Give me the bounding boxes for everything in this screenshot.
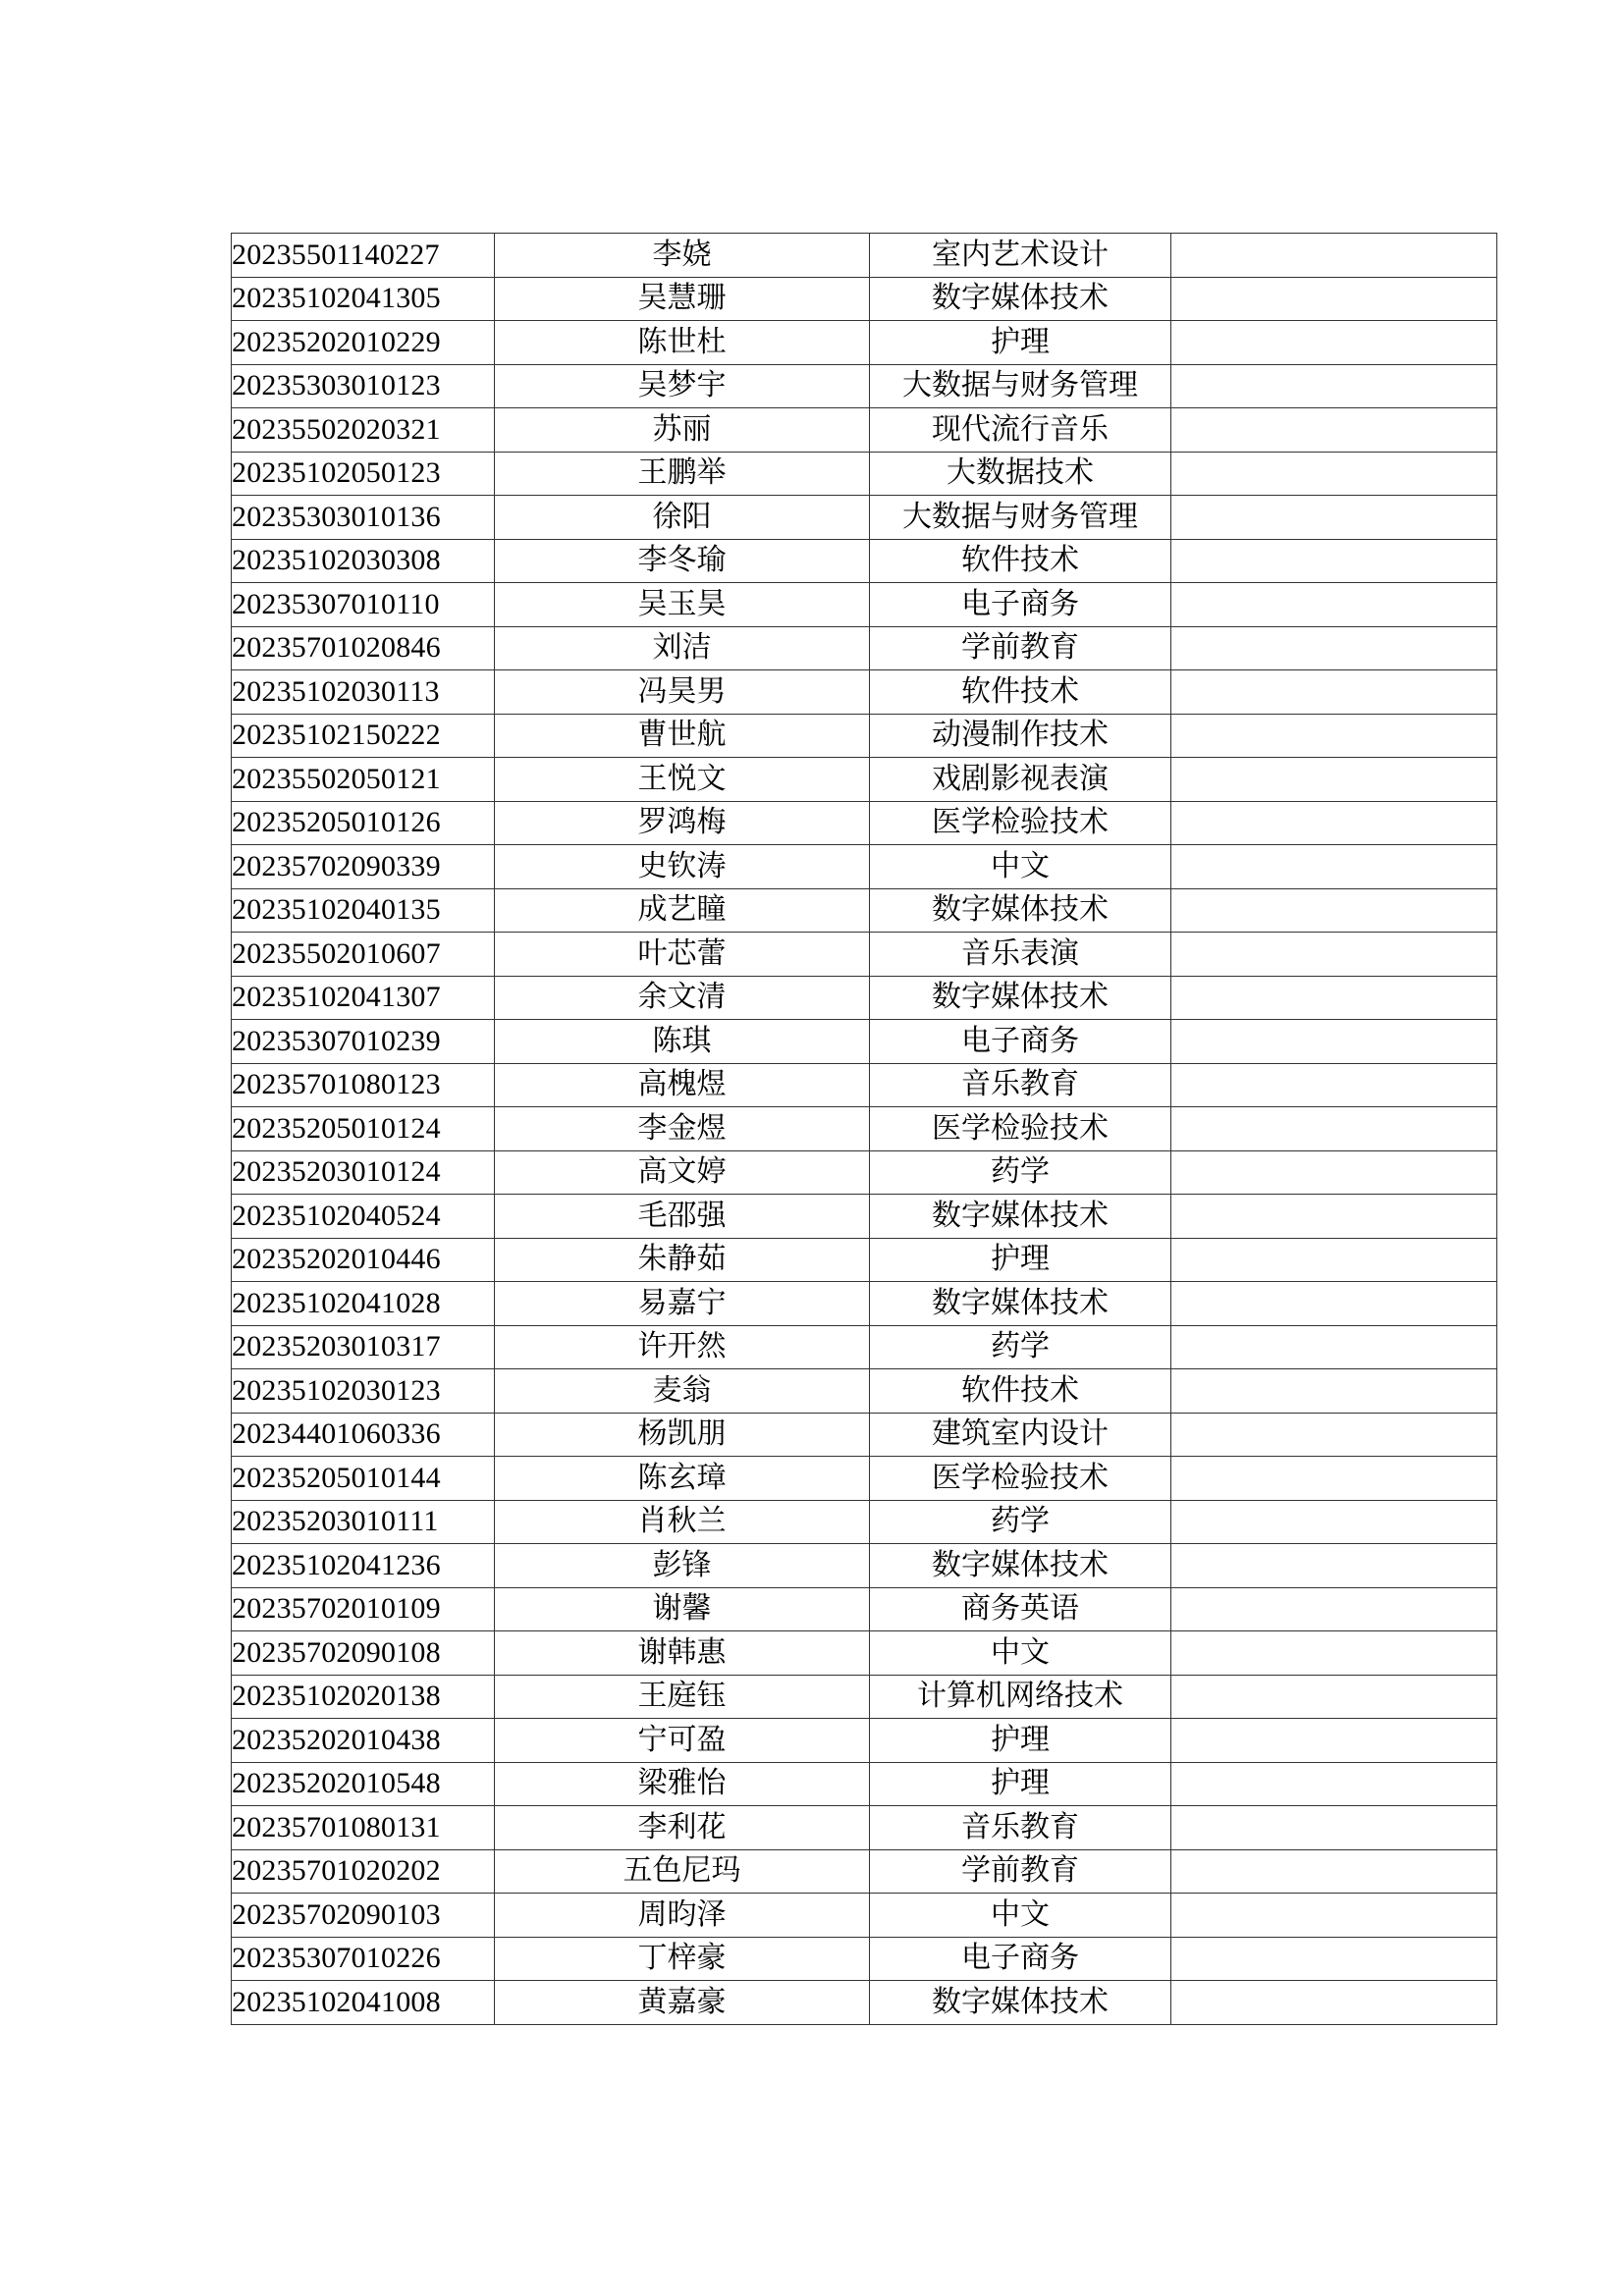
note-cell [1171, 1544, 1497, 1588]
table-row [232, 1457, 1497, 1501]
student-id-cell: 20235701020202 [232, 1849, 495, 1894]
note-cell [1171, 234, 1497, 278]
note-cell [1171, 1325, 1497, 1369]
major-cell: 数字媒体技术 [870, 888, 1171, 933]
student-name-cell: 高槐煜 [495, 1063, 870, 1107]
table-row [232, 1063, 1497, 1107]
student-name-cell: 成艺瞳 [495, 888, 870, 933]
major-cell: 中文 [870, 1631, 1171, 1676]
student-name-cell: 彭锋 [495, 1544, 870, 1588]
student-id-cell: 20235102041236 [232, 1544, 495, 1588]
table-row [232, 1849, 1497, 1894]
major-cell: 音乐教育 [870, 1063, 1171, 1107]
table-row [232, 1719, 1497, 1763]
table-row [232, 1587, 1497, 1631]
student-id-cell: 20235701080123 [232, 1063, 495, 1107]
major-cell: 护理 [870, 1238, 1171, 1282]
table-row [232, 1020, 1497, 1064]
student-name-cell: 王鹏举 [495, 452, 870, 496]
note-cell [1171, 1282, 1497, 1326]
student-id-cell: 20235701080131 [232, 1806, 495, 1850]
student-id-cell: 20235303010136 [232, 496, 495, 540]
note-cell [1171, 364, 1497, 408]
note-cell [1171, 1500, 1497, 1544]
student-id-cell: 20235205010124 [232, 1107, 495, 1151]
student-name-cell: 王庭钰 [495, 1675, 870, 1719]
table-row [232, 1282, 1497, 1326]
table-row [232, 408, 1497, 453]
table-row [232, 1762, 1497, 1806]
student-id-cell: 20235502010607 [232, 933, 495, 977]
student-name-cell: 冯昊男 [495, 670, 870, 715]
major-cell: 动漫制作技术 [870, 714, 1171, 758]
student-name-cell: 徐阳 [495, 496, 870, 540]
student-name-cell: 李金煜 [495, 1107, 870, 1151]
note-cell [1171, 496, 1497, 540]
note-cell [1171, 277, 1497, 321]
table-row [232, 714, 1497, 758]
note-cell [1171, 1150, 1497, 1195]
table-row [232, 1937, 1497, 1981]
table-row [232, 1107, 1497, 1151]
student-id-cell: 20235502050121 [232, 758, 495, 802]
student-id-cell: 20235203010124 [232, 1150, 495, 1195]
major-cell: 大数据技术 [870, 452, 1171, 496]
note-cell [1171, 845, 1497, 889]
student-name-cell: 宁可盈 [495, 1719, 870, 1763]
student-name-cell: 陈世杜 [495, 321, 870, 365]
table-row [232, 1325, 1497, 1369]
table-row [232, 801, 1497, 845]
major-cell: 学前教育 [870, 626, 1171, 670]
note-cell [1171, 1457, 1497, 1501]
major-cell: 大数据与财务管理 [870, 496, 1171, 540]
table-row [232, 758, 1497, 802]
note-cell [1171, 539, 1497, 583]
student-id-cell: 20235701020846 [232, 626, 495, 670]
note-cell [1171, 408, 1497, 453]
table-row [232, 321, 1497, 365]
student-id-cell: 20235702090103 [232, 1894, 495, 1938]
student-name-cell: 梁雅怡 [495, 1762, 870, 1806]
student-name-cell: 王悦文 [495, 758, 870, 802]
major-cell: 学前教育 [870, 1849, 1171, 1894]
note-cell [1171, 583, 1497, 627]
student-id-cell: 20235202010446 [232, 1238, 495, 1282]
note-cell [1171, 888, 1497, 933]
student-roster-table [231, 233, 1497, 2025]
student-id-cell: 20235502020321 [232, 408, 495, 453]
table-row [232, 1894, 1497, 1938]
student-id-cell: 20235102041008 [232, 1981, 495, 2025]
table-row [232, 845, 1497, 889]
student-id-cell: 20235203010317 [232, 1325, 495, 1369]
major-cell: 电子商务 [870, 1937, 1171, 1981]
major-cell: 数字媒体技术 [870, 1981, 1171, 2025]
note-cell [1171, 1849, 1497, 1894]
student-name-cell: 易嘉宁 [495, 1282, 870, 1326]
table-row [232, 1631, 1497, 1676]
table-row [232, 888, 1497, 933]
table-row [232, 277, 1497, 321]
student-id-cell: 20235205010144 [232, 1457, 495, 1501]
note-cell [1171, 1195, 1497, 1239]
note-cell [1171, 933, 1497, 977]
table-row [232, 1675, 1497, 1719]
major-cell: 电子商务 [870, 1020, 1171, 1064]
note-cell [1171, 1981, 1497, 2025]
major-cell: 戏剧影视表演 [870, 758, 1171, 802]
student-id-cell: 20235307010239 [232, 1020, 495, 1064]
table-row [232, 626, 1497, 670]
student-name-cell: 吴慧珊 [495, 277, 870, 321]
student-name-cell: 麦翁 [495, 1369, 870, 1414]
student-name-cell: 周昀泽 [495, 1894, 870, 1938]
note-cell [1171, 758, 1497, 802]
table-row [232, 1369, 1497, 1414]
student-name-cell: 李利花 [495, 1806, 870, 1850]
note-cell [1171, 1063, 1497, 1107]
major-cell: 中文 [870, 1894, 1171, 1938]
major-cell: 数字媒体技术 [870, 976, 1171, 1020]
major-cell: 医学检验技术 [870, 801, 1171, 845]
major-cell: 护理 [870, 321, 1171, 365]
note-cell [1171, 1587, 1497, 1631]
major-cell: 计算机网络技术 [870, 1675, 1171, 1719]
student-name-cell: 刘洁 [495, 626, 870, 670]
student-id-cell: 20234401060336 [232, 1413, 495, 1457]
note-cell [1171, 626, 1497, 670]
student-name-cell: 毛邵强 [495, 1195, 870, 1239]
major-cell: 软件技术 [870, 1369, 1171, 1414]
note-cell [1171, 321, 1497, 365]
student-name-cell: 吴玉昊 [495, 583, 870, 627]
student-name-cell: 苏丽 [495, 408, 870, 453]
student-name-cell: 罗鸿梅 [495, 801, 870, 845]
major-cell: 软件技术 [870, 539, 1171, 583]
student-name-cell: 史钦涛 [495, 845, 870, 889]
major-cell: 电子商务 [870, 583, 1171, 627]
note-cell [1171, 452, 1497, 496]
student-name-cell: 曹世航 [495, 714, 870, 758]
student-name-cell: 黄嘉豪 [495, 1981, 870, 2025]
student-name-cell: 余文清 [495, 976, 870, 1020]
student-name-cell: 五色尼玛 [495, 1849, 870, 1894]
student-name-cell: 陈玄璋 [495, 1457, 870, 1501]
student-name-cell: 陈琪 [495, 1020, 870, 1064]
student-id-cell: 20235102020138 [232, 1675, 495, 1719]
major-cell: 医学检验技术 [870, 1457, 1171, 1501]
major-cell: 音乐教育 [870, 1806, 1171, 1850]
note-cell [1171, 1937, 1497, 1981]
major-cell: 软件技术 [870, 670, 1171, 715]
major-cell: 药学 [870, 1150, 1171, 1195]
student-id-cell: 20235307010110 [232, 583, 495, 627]
student-id-cell: 20235102041028 [232, 1282, 495, 1326]
major-cell: 数字媒体技术 [870, 1195, 1171, 1239]
major-cell: 商务英语 [870, 1587, 1171, 1631]
note-cell [1171, 1762, 1497, 1806]
student-id-cell: 20235102040135 [232, 888, 495, 933]
student-name-cell: 谢馨 [495, 1587, 870, 1631]
note-cell [1171, 1806, 1497, 1850]
student-id-cell: 20235102040524 [232, 1195, 495, 1239]
student-name-cell: 李冬瑜 [495, 539, 870, 583]
table-row [232, 539, 1497, 583]
student-id-cell: 20235102041305 [232, 277, 495, 321]
note-cell [1171, 714, 1497, 758]
table-row [232, 452, 1497, 496]
note-cell [1171, 976, 1497, 1020]
table-row [232, 234, 1497, 278]
note-cell [1171, 1107, 1497, 1151]
note-cell [1171, 1675, 1497, 1719]
student-id-cell: 20235303010123 [232, 364, 495, 408]
note-cell [1171, 670, 1497, 715]
table-row [232, 364, 1497, 408]
student-name-cell: 叶芯蕾 [495, 933, 870, 977]
note-cell [1171, 1894, 1497, 1938]
major-cell: 建筑室内设计 [870, 1413, 1171, 1457]
note-cell [1171, 1238, 1497, 1282]
table-row [232, 1806, 1497, 1850]
table-row [232, 496, 1497, 540]
roster-body [232, 234, 1497, 2025]
student-id-cell: 20235202010438 [232, 1719, 495, 1763]
major-cell: 数字媒体技术 [870, 1282, 1171, 1326]
student-name-cell: 高文婷 [495, 1150, 870, 1195]
student-id-cell: 20235202010548 [232, 1762, 495, 1806]
student-name-cell: 许开然 [495, 1325, 870, 1369]
major-cell: 护理 [870, 1762, 1171, 1806]
major-cell: 数字媒体技术 [870, 1544, 1171, 1588]
table-row [232, 1500, 1497, 1544]
major-cell: 药学 [870, 1500, 1171, 1544]
note-cell [1171, 801, 1497, 845]
table-row [232, 1981, 1497, 2025]
student-name-cell: 谢韩惠 [495, 1631, 870, 1676]
note-cell [1171, 1631, 1497, 1676]
student-id-cell: 20235702090108 [232, 1631, 495, 1676]
student-name-cell: 朱静茹 [495, 1238, 870, 1282]
student-id-cell: 20235307010226 [232, 1937, 495, 1981]
student-id-cell: 20235501140227 [232, 234, 495, 278]
student-name-cell: 李娆 [495, 234, 870, 278]
major-cell: 大数据与财务管理 [870, 364, 1171, 408]
table-row [232, 583, 1497, 627]
student-name-cell: 丁梓豪 [495, 1937, 870, 1981]
major-cell: 音乐表演 [870, 933, 1171, 977]
table-row [232, 1150, 1497, 1195]
major-cell: 数字媒体技术 [870, 277, 1171, 321]
major-cell: 中文 [870, 845, 1171, 889]
note-cell [1171, 1369, 1497, 1414]
major-cell: 医学检验技术 [870, 1107, 1171, 1151]
student-id-cell: 20235205010126 [232, 801, 495, 845]
student-name-cell: 吴梦宇 [495, 364, 870, 408]
major-cell: 现代流行音乐 [870, 408, 1171, 453]
student-id-cell: 20235702010109 [232, 1587, 495, 1631]
student-id-cell: 20235102030308 [232, 539, 495, 583]
student-name-cell: 杨凯朋 [495, 1413, 870, 1457]
note-cell [1171, 1719, 1497, 1763]
student-id-cell: 20235102150222 [232, 714, 495, 758]
table-row [232, 1195, 1497, 1239]
table-row [232, 670, 1497, 715]
student-id-cell: 20235102030123 [232, 1369, 495, 1414]
major-cell: 药学 [870, 1325, 1171, 1369]
student-id-cell: 20235702090339 [232, 845, 495, 889]
major-cell: 护理 [870, 1719, 1171, 1763]
note-cell [1171, 1020, 1497, 1064]
student-name-cell: 肖秋兰 [495, 1500, 870, 1544]
table-row [232, 1544, 1497, 1588]
student-id-cell: 20235102030113 [232, 670, 495, 715]
table-row [232, 976, 1497, 1020]
table-row [232, 1238, 1497, 1282]
student-id-cell: 20235203010111 [232, 1500, 495, 1544]
major-cell: 室内艺术设计 [870, 234, 1171, 278]
student-id-cell: 20235202010229 [232, 321, 495, 365]
table-row [232, 933, 1497, 977]
note-cell [1171, 1413, 1497, 1457]
student-id-cell: 20235102050123 [232, 452, 495, 496]
student-id-cell: 20235102041307 [232, 976, 495, 1020]
table-row [232, 1413, 1497, 1457]
